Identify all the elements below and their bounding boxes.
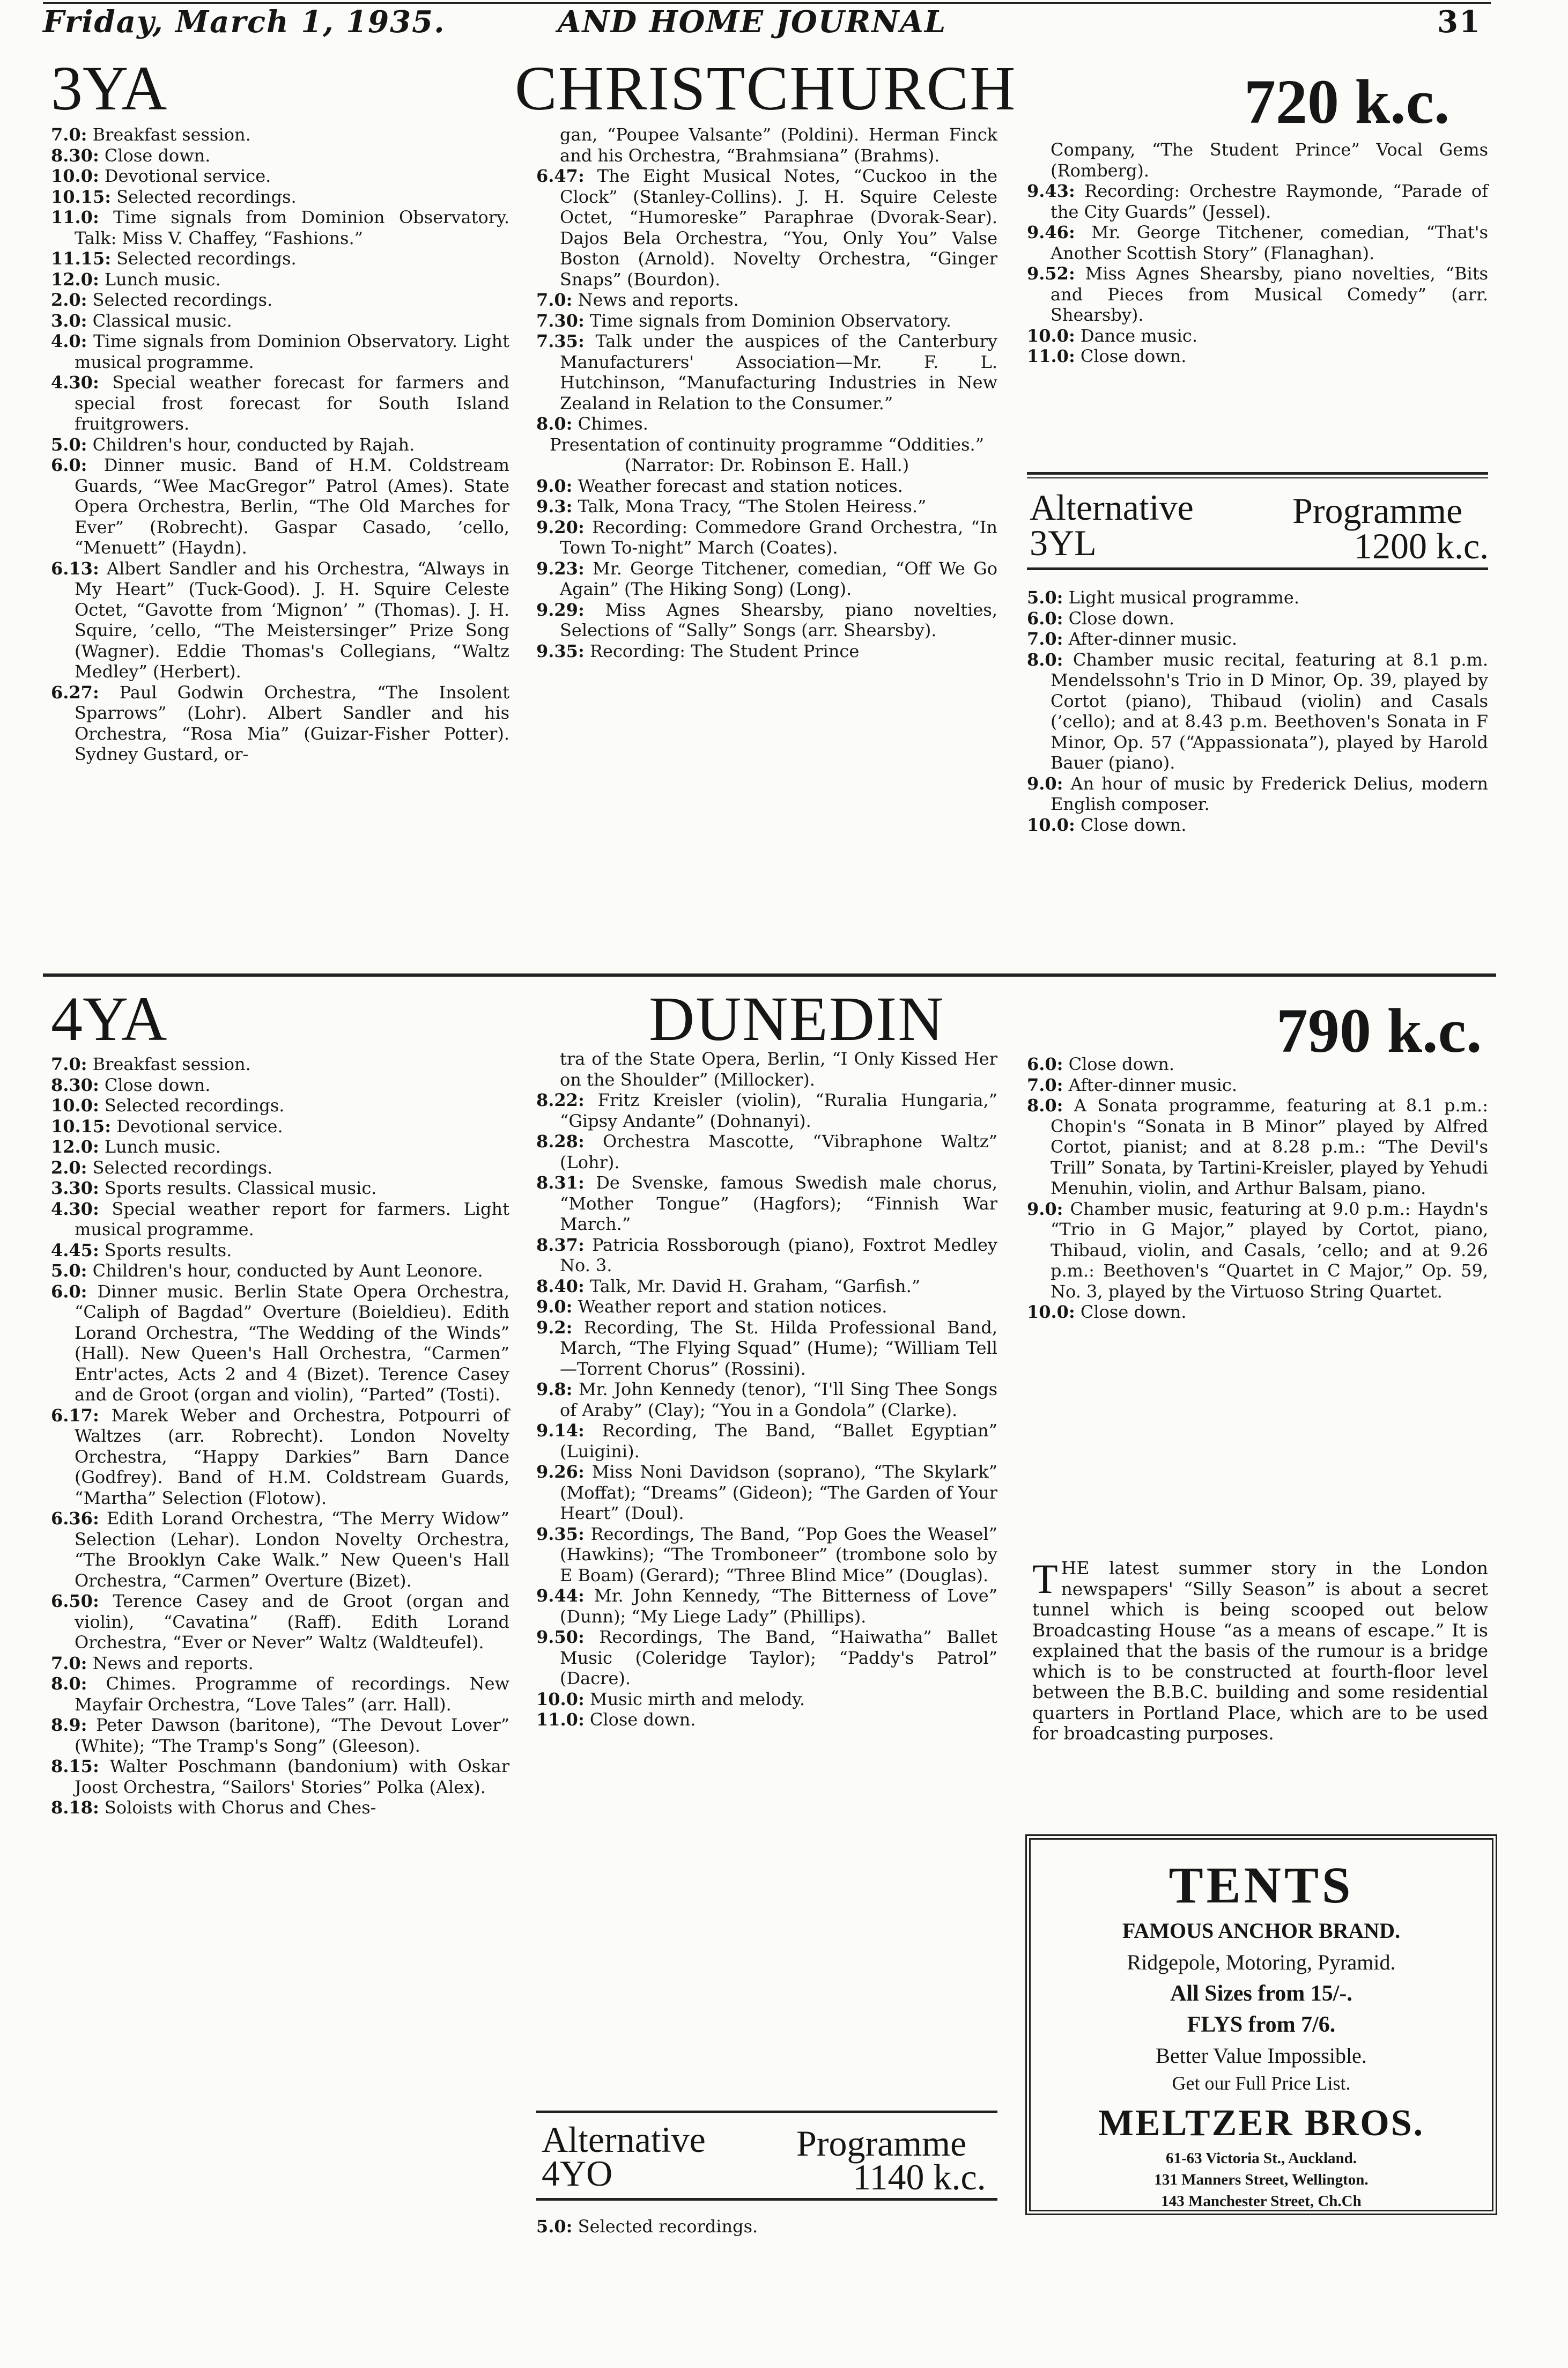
- programme-entry: [536, 1276, 997, 1297]
- ad-company: MELTZER BROS.: [1098, 2103, 1425, 2144]
- programme-entry: [51, 1797, 509, 1818]
- entry-description: Miss Agnes Shearsby, piano novelties, Selections of “Sally” Songs (arr. Shearsby).: [560, 599, 997, 640]
- programme-entry: [1027, 222, 1488, 263]
- programme-entry: [51, 1054, 509, 1075]
- programme-entry: [51, 331, 509, 372]
- programme-entry: [536, 558, 997, 600]
- entry-time: 9.43:: [1027, 181, 1075, 201]
- entry-description: Light musical programme.: [1063, 587, 1299, 608]
- programme-entry: [51, 1178, 509, 1199]
- entry-description: Selected recordings.: [572, 2216, 758, 2237]
- programme-entry: [536, 1172, 997, 1235]
- entry-description: Chamber music, featuring at 9.0 p.m.: Haydn's “Trio in G Major,” played by Cortot, piano, Thibaud, violin, and Casals, ’cello; and at 9.26 p.m.: Beethoven's “Quartet in C Major,” Op. 59, No. 3, played by the Virtuoso String Quartet.: [1051, 1198, 1488, 1302]
- programme-entry: [536, 166, 997, 290]
- entry-description: Close down.: [1075, 1302, 1187, 1322]
- entry-description: Dance music.: [1075, 325, 1197, 346]
- entry-description: Miss Agnes Shearsby, piano novelties, “Bits and Pieces from Musical Comedy” (arr. Shearsby).: [1051, 263, 1488, 325]
- entry-time: 7.30:: [536, 310, 585, 331]
- programme-entry: [1027, 263, 1488, 326]
- alt-rule-bottom: [1027, 567, 1488, 570]
- publication-title: AND HOME JOURNAL: [558, 4, 947, 40]
- entry-description: Mr. John Kennedy, “The Bitterness of Love” (Dunn); “My Liege Lady” (Phillips).: [560, 1585, 997, 1627]
- programme-entry: [536, 1317, 997, 1380]
- programme-entry: [51, 682, 509, 765]
- entry-time: 8.0:: [1027, 1095, 1063, 1116]
- entry-time: 10.15:: [51, 186, 112, 207]
- programme-entry: [51, 1715, 509, 1756]
- entry-time: 5.0:: [51, 1260, 87, 1281]
- section-divider: [43, 973, 1496, 977]
- entry-description: Close down.: [99, 1074, 211, 1095]
- entry-description: News and reports.: [87, 1653, 254, 1673]
- entry-description: Recording, The Band, “Ballet Egyptian” (Luigini).: [560, 1420, 997, 1462]
- christchurch-column-1: [51, 124, 509, 765]
- entry-description: Breakfast session.: [87, 124, 251, 145]
- entry-time: 9.50:: [536, 1627, 585, 1647]
- entry-description: Close down.: [99, 145, 211, 166]
- entry-time: 7.0:: [51, 1054, 87, 1074]
- entry-time: 9.8:: [536, 1379, 573, 1399]
- entry-time: 6.13:: [51, 558, 99, 579]
- entry-time: 4.45:: [51, 1240, 99, 1260]
- entry-time: 9.2:: [536, 1317, 573, 1338]
- alt-station-3yl: 3YL: [1030, 522, 1097, 563]
- alt-programme-3yl: Programme: [1292, 490, 1463, 531]
- city-dunedin: DUNEDIN: [649, 984, 945, 1054]
- entry-description: Fritz Kreisler (violin), “Ruralia Hungaria,” “Gipsy Andante” (Dohnanyi).: [560, 1090, 997, 1131]
- programme-entry: [51, 1653, 509, 1674]
- ad-brand-line: FAMOUS ANCHOR BRAND.: [1122, 1919, 1401, 1943]
- programme-entry: [1027, 587, 1488, 608]
- programme-entry: [536, 1524, 997, 1586]
- entry-description: De Svenske, famous Swedish male chorus, “Mother Tongue” (Hagfors); “Finnish War March.”: [560, 1172, 997, 1234]
- continuation-text: tra of the State Opera, Berlin, “I Only Kissed Her on the Shoulder” (Millocker).: [560, 1049, 997, 1090]
- programme-entry: [51, 455, 509, 558]
- entry-description: Close down.: [1063, 608, 1175, 629]
- entry-time: 8.0:: [536, 414, 573, 434]
- programme-entry: [51, 166, 509, 187]
- page-header: [43, 4, 1539, 42]
- entry-time: 11.0:: [51, 207, 99, 227]
- entry-description: Mr. George Titchener, comedian, “Off We Go Again” (The Hiking Song) (Long).: [560, 558, 997, 599]
- entry-time: 9.0:: [1027, 773, 1063, 794]
- entry-description: Walter Poschmann (bandonium) with Oskar Joost Orchestra, “Sailors' Stories” Polka (Alex).: [75, 1756, 509, 1797]
- programme-entry: [536, 476, 997, 497]
- entry-time: 10.0:: [536, 1688, 585, 1709]
- entry-description: Devotional service.: [111, 1116, 283, 1137]
- entry-description: Recording: Orchestre Raymonde, “Parade of the City Guards” (Jessel).: [1051, 181, 1488, 222]
- entry-time: 8.22:: [536, 1090, 585, 1110]
- entry-time: 3.0:: [51, 310, 87, 331]
- programme-entry: [51, 434, 509, 455]
- entry-description: Chimes.: [572, 414, 648, 434]
- alt-frequency-3yl: 1200 k.c.: [1354, 526, 1489, 566]
- entry-time: 2.0:: [51, 1157, 87, 1178]
- entry-time: 2.0:: [51, 290, 87, 310]
- programme-entry: [1027, 1075, 1488, 1096]
- entry-description: Talk under the auspices of the Canterbury Manufacturers' Association—Mr. F. L. Hutchinson, “Manufacturing Industries in New Zealand in Relation to the Consumer.”: [560, 331, 997, 414]
- programme-entry: [536, 290, 997, 311]
- entry-description: Music mirth and melody.: [584, 1688, 805, 1709]
- entry-time: 4.30:: [51, 1198, 99, 1219]
- dunedin-column-1: [51, 1054, 509, 1818]
- presentation-line: Presentation of continuity programme “Oddities.”: [549, 434, 985, 455]
- entry-time: 4.0:: [51, 331, 87, 351]
- entry-description: Terence Casey and de Groot (organ and violin), “Cavatina” (Raff). Edith Lorand Orchestra, “Ever or Never” Waltz (Waldteufel).: [75, 1591, 509, 1653]
- programme-entry: [51, 1591, 509, 1653]
- entry-time: 4.30:: [51, 372, 99, 393]
- entry-time: 9.26:: [536, 1462, 585, 1482]
- entry-time: 8.37:: [536, 1234, 585, 1255]
- programme-entry: [1027, 346, 1488, 367]
- entry-description: Patricia Rossborough (piano), Foxtrot Medley No. 3.: [560, 1234, 997, 1275]
- entry-description: Sports results. Classical music.: [99, 1178, 377, 1198]
- entry-time: 8.18:: [51, 1797, 99, 1818]
- entry-description: Paul Godwin Orchestra, “The Insolent Sparrows” (Lohr). Albert Sandler and his Orchestra, “Rosa Mia” (Guizar-Fisher Potter). Sydney Gustard, or-: [75, 682, 509, 764]
- entry-time: 8.40:: [536, 1275, 585, 1296]
- entry-description: Selected recordings.: [111, 186, 297, 207]
- frequency-3ya: 720 k.c.: [1244, 67, 1450, 137]
- entry-time: 9.3:: [536, 496, 573, 517]
- programme-entry: [536, 517, 997, 558]
- entry-description: Recording: Commedore Grand Orchestra, “In Town To-night” March (Coates).: [560, 517, 997, 558]
- news-notice: [1032, 1555, 1488, 1744]
- programme-entry: [51, 187, 509, 208]
- entry-description: Dinner music. Berlin State Opera Orchestra, “Caliph of Bagdad” Overture (Boieldieu). Edith Lorand Orchestra, “The Wedding of the Winds” (Hall). New Queen's Hall Orchestra, “Carmen” Entr'actes, Acts 2 and 4 (Bizet). Terence Casey and de Groot (organ and violin), “Parted” (Tosti).: [75, 1281, 509, 1405]
- christchurch-column-2: [536, 124, 997, 661]
- entry-description: Marek Weber and Orchestra, Potpourri of Waltzes (arr. Robrecht). London Novelty Orchestra, “Happy Darkies” Barn Dance (Godfrey). Band of H.M. Coldstream Guards, “Martha” Selection (Flotow).: [75, 1405, 509, 1508]
- entry-time: 9.23:: [536, 558, 585, 579]
- programme-entry: [536, 1090, 997, 1131]
- programme-entry: [536, 414, 997, 434]
- frequency-4ya: 790 k.c.: [1276, 995, 1482, 1066]
- entry-time: 9.0:: [1027, 1198, 1063, 1219]
- programme-entry: [536, 1709, 997, 1730]
- entry-description: Children's hour, conducted by Rajah.: [87, 434, 415, 455]
- programme-entry: [51, 269, 509, 290]
- alt-rule-top: [1027, 472, 1488, 475]
- programme-entry: [51, 145, 509, 166]
- entry-description: Lunch music.: [99, 1137, 221, 1157]
- programme-entry: [51, 1075, 509, 1096]
- entry-time: 12.0:: [51, 269, 99, 290]
- entry-time: 8.0:: [1027, 649, 1063, 670]
- alternative-3yl-list: [1027, 587, 1488, 835]
- entry-time: 6.0:: [51, 1281, 87, 1302]
- programme-entry: [51, 1756, 509, 1797]
- programme-entry: [51, 1673, 509, 1715]
- entry-time: 6.50:: [51, 1591, 99, 1611]
- programme-entry: [536, 641, 997, 662]
- entry-description: Albert Sandler and his Orchestra, “Always in My Heart” (Tuck-Good). J. H. Squire Celeste Octet, “Gavotte from ‘Mignon’ ” (Thomas). J. H. Squire, ’cello, “The Meistersinger” Prize Song (Wagner). Eddie Thomas's Collegians, “Waltz Medley” (Herbert).: [75, 558, 509, 682]
- entry-time: 8.31:: [536, 1172, 585, 1193]
- programme-entry: [51, 372, 509, 434]
- page-number: 31: [1437, 4, 1481, 40]
- entry-time: 3.30:: [51, 1178, 99, 1198]
- entry-time: 7.0:: [536, 290, 573, 310]
- alternative-4yo-list: [536, 2216, 997, 2237]
- entry-time: 8.0:: [51, 1673, 87, 1694]
- programme-entry: [1027, 608, 1488, 629]
- ad-sizes: All Sizes from 15/-.: [1170, 1981, 1352, 2006]
- programme-entry: [536, 1585, 997, 1627]
- entry-time: 6.0:: [51, 455, 87, 475]
- ad-address-1: 61-63 Victoria St., Auckland.: [1165, 2150, 1357, 2167]
- ad-value: Better Value Impossible.: [1156, 2044, 1367, 2068]
- entry-time: 8.28:: [536, 1131, 585, 1152]
- entry-description: Close down.: [584, 1709, 696, 1730]
- alt-rule-top-thin: [1027, 477, 1488, 478]
- entry-description: Mr. John Kennedy (tenor), “I'll Sing Thee Songs of Araby” (Clay); “You in a Gondola” (Clarke).: [560, 1379, 997, 1420]
- alt-label-3yl: Alternative: [1030, 487, 1194, 528]
- alt-rule-bottom-4yo: [536, 2198, 997, 2201]
- entry-time: 10.0:: [1027, 1302, 1075, 1322]
- entry-time: 10.0:: [51, 1095, 99, 1116]
- entry-time: 6.27:: [51, 682, 99, 703]
- entry-time: 9.29:: [536, 599, 585, 620]
- programme-entry: [536, 1627, 997, 1689]
- programme-entry: [51, 1508, 509, 1591]
- issue-date: Friday, March 1, 1935.: [43, 4, 446, 40]
- entry-description: Selected recordings.: [111, 248, 297, 269]
- programme-entry: [51, 124, 509, 145]
- entry-time: 7.0:: [1027, 1074, 1063, 1095]
- tents-advertisement: [1025, 1834, 1497, 2215]
- programme-entry: [1027, 1095, 1488, 1199]
- entry-description: Weather forecast and station notices.: [572, 475, 903, 496]
- entry-description: Recording, The St. Hilda Professional Band, March, “The Flying Squad” (Hume); “William Tell—Torrent Chorus” (Rossini).: [560, 1317, 997, 1379]
- alt-station-4yo: 4YO: [542, 2153, 613, 2194]
- alt-frequency-4yo: 1140 k.c.: [853, 2157, 986, 2197]
- alt-programme-4yo: Programme: [796, 2123, 967, 2164]
- programme-entry: [51, 207, 509, 248]
- entry-time: 11.0:: [1027, 346, 1075, 366]
- entry-time: 5.0:: [1027, 587, 1063, 608]
- ad-address-2: 131 Manners Street, Wellington.: [1154, 2171, 1369, 2188]
- entry-description: Dinner music. Band of H.M. Coldstream Guards, “Wee MacGregor” Patrol (Ames). State Opera Orchestra, Berlin, “The Old Marches for Ever” (Robrecht). Gaspar Casado, ’cello, “Menuett” (Haydn).: [75, 455, 509, 558]
- entry-description: Selected recordings.: [87, 290, 273, 310]
- entry-description: News and reports.: [572, 290, 739, 310]
- entry-time: 12.0:: [51, 1137, 99, 1157]
- entry-description: After-dinner music.: [1063, 629, 1237, 649]
- entry-description: Chimes. Programme of recordings. New Mayfair Orchestra, “Love Tales” (arr. Hall).: [75, 1673, 509, 1715]
- christchurch-list-2a: [536, 166, 997, 434]
- programme-entry: [1027, 326, 1488, 346]
- entry-time: 7.0:: [51, 1653, 87, 1673]
- christchurch-list-2b: [536, 476, 997, 662]
- entry-description: Talk, Mr. David H. Graham, “Garfish.”: [584, 1275, 921, 1296]
- entry-time: 9.46:: [1027, 222, 1075, 242]
- programme-entry: [51, 1405, 509, 1509]
- entry-time: 8.15:: [51, 1756, 99, 1776]
- programme-entry: [1027, 1054, 1488, 1075]
- programme-entry: [51, 290, 509, 311]
- header-rule: [43, 2, 1491, 4]
- entry-time: 8.30:: [51, 145, 99, 166]
- entry-description: Orchestra Mascotte, “Vibraphone Waltz” (Lohr).: [560, 1131, 997, 1172]
- ad-price-list: Get our Full Price List.: [1172, 2072, 1351, 2094]
- christchurch-column-3: [1027, 139, 1488, 367]
- programme-entry: [51, 1199, 509, 1240]
- programme-entry: [51, 248, 509, 269]
- entry-description: Time signals from Dominion Observatory. Light musical programme.: [75, 331, 509, 372]
- programme-entry: [536, 1462, 997, 1524]
- entry-time: 7.35:: [536, 331, 585, 351]
- programme-entry: [1027, 815, 1488, 836]
- programme-entry: [536, 1296, 997, 1317]
- entry-time: 9.44:: [536, 1585, 585, 1606]
- programme-entry: [1027, 650, 1488, 773]
- programme-entry: [536, 600, 997, 641]
- programme-entry: [536, 1379, 997, 1420]
- programme-entry: [1027, 773, 1488, 815]
- entry-description: Selected recordings.: [99, 1095, 285, 1116]
- entry-time: 8.30:: [51, 1074, 99, 1095]
- programme-entry: [536, 1131, 997, 1172]
- entry-time: 6.17:: [51, 1405, 99, 1426]
- city-christchurch: CHRISTCHURCH: [515, 53, 1017, 123]
- programme-entry: [51, 1240, 509, 1261]
- ad-flys: FLYS from 7/6.: [1187, 2012, 1336, 2037]
- entry-description: After-dinner music.: [1063, 1074, 1237, 1095]
- entry-description: Edith Lorand Orchestra, “The Merry Widow” Selection (Lehar). London Novelty Orchestra, “The Brooklyn Cake Walk.” New Queen's Hall Orchestra, “Carmen” Overture (Bizet).: [75, 1508, 509, 1591]
- drop-cap: T: [1032, 1555, 1058, 1602]
- station-4ya: 4YA: [51, 984, 167, 1054]
- programme-entry: [51, 1095, 509, 1116]
- entry-time: 5.0:: [536, 2216, 573, 2237]
- entry-time: 6.36:: [51, 1508, 99, 1529]
- entry-description: A Sonata programme, featuring at 8.1 p.m.: Chopin's “Sonata in B Minor” played by Alfred Cortot, pianist; and at 8.28 p.m.: “The Devil's Trill” Sonata, by Tartini-Kreisler, played by Yehudi Menuhin, violin, and Arthur Balsam, piano.: [1051, 1095, 1488, 1198]
- entry-description: Time signals from Dominion Observatory. Talk: Miss V. Chaffey, “Fashions.”: [75, 207, 509, 248]
- entry-time: 7.0:: [1027, 629, 1063, 649]
- programme-entry: [51, 1260, 509, 1281]
- entry-time: 9.0:: [536, 1296, 573, 1317]
- entry-time: 7.0:: [51, 124, 87, 145]
- dunedin-column-2: [536, 1049, 997, 1730]
- entry-description: Peter Dawson (baritone), “The Devout Lover” (White); “The Tramp's Song” (Gleeson).: [75, 1715, 509, 1756]
- entry-description: Talk, Mona Tracy, “The Stolen Heiress.”: [572, 496, 927, 517]
- entry-description: Close down.: [1063, 1054, 1175, 1074]
- programme-entry: [536, 1689, 997, 1710]
- entry-description: Breakfast session.: [87, 1054, 251, 1074]
- ad-headline: TENTS: [1168, 1856, 1354, 1914]
- entry-time: 9.20:: [536, 517, 585, 537]
- entry-description: Children's hour, conducted by Aunt Leonore.: [87, 1260, 483, 1281]
- programme-entry: [51, 1157, 509, 1178]
- entry-description: Chamber music recital, featuring at 8.1 p.m. Mendelssohn's Trio in D Minor, Op. 39, played by Cortot (piano), Thibaud (violin) and Casals (’cello); and at 8.43 p.m. Beethoven's Sonata in F Minor, Op. 57 (“Appassionata”), played by Harold Bauer (piano).: [1051, 649, 1488, 773]
- entry-description: Weather report and station notices.: [572, 1296, 887, 1317]
- entry-description: Special weather forecast for farmers and special frost forecast for South Island fruitgrowers.: [75, 372, 509, 434]
- entry-time: 6.47:: [536, 166, 585, 186]
- entry-description: Soloists with Chorus and Ches-: [99, 1797, 376, 1818]
- station-3ya: 3YA: [51, 53, 167, 123]
- programme-entry: [51, 1116, 509, 1137]
- entry-description: Close down.: [1075, 346, 1187, 366]
- entry-description: Special weather report for farmers. Light musical programme.: [75, 1198, 509, 1240]
- entry-description: Recordings, The Band, “Haiwatha” Ballet Music (Coleridge Taylor); “Paddy's Patrol” (Dacre).: [560, 1627, 997, 1688]
- entry-description: Close down.: [1075, 814, 1187, 835]
- programme-entry: [536, 496, 997, 517]
- entry-description: Devotional service.: [99, 166, 271, 186]
- entry-time: 9.35:: [536, 1523, 585, 1544]
- programme-entry: [51, 311, 509, 331]
- notice-text: HE latest summer story in the London newspapers' “Silly Season” is about a secret tunnel which is being scooped out below Broadcasting House “as a means of escape.” It is explained that the basis of the rumour is a bridge which is to be constructed at fourth-floor level between the B.B.C. building and some residential quarters in Portland Place, which are to be used for broadcasting purposes.: [1032, 1558, 1488, 1744]
- entry-description: Mr. George Titchener, comedian, “That's Another Scottish Story” (Flanaghan).: [1051, 222, 1488, 263]
- alt-rule-top-4yo: [536, 2111, 997, 2113]
- entry-time: 9.0:: [536, 475, 573, 496]
- entry-time: 9.14:: [536, 1420, 585, 1441]
- continuation-text: Company, “The Student Prince” Vocal Gems (Romberg).: [1051, 139, 1488, 181]
- entry-time: 11.15:: [51, 248, 112, 269]
- programme-entry: [536, 1420, 997, 1462]
- entry-time: 9.52:: [1027, 263, 1075, 284]
- programme-entry: [51, 1137, 509, 1157]
- programme-entry: [1027, 629, 1488, 650]
- programme-entry: [51, 558, 509, 682]
- programme-entry: [1027, 1302, 1488, 1323]
- entry-description: The Eight Musical Notes, “Cuckoo in the Clock” (Stanley-Collins). J. H. Squire Celeste Octet, “Humoreske” Paraphrae (Dvorak-Sear). Dajos Bela Orchestra, “You, Only You” Valse Boston (Arnold). Novelty Orchestra, “Ginger Snaps” (Bourdon).: [560, 166, 997, 290]
- entry-time: 10.15:: [51, 1116, 112, 1137]
- alt-label-4yo: Alternative: [542, 2119, 706, 2160]
- entry-time: 9.35:: [536, 640, 585, 661]
- programme-entry: [51, 1281, 509, 1405]
- dunedin-list-2: [536, 1090, 997, 1730]
- ad-address-3: 143 Manchester Street, Ch.Ch: [1161, 2193, 1362, 2210]
- entry-description: Lunch music.: [99, 269, 221, 290]
- entry-description: Miss Noni Davidson (soprano), “The Skylark” (Moffat); “Dreams” (Gideon); “The Garden of Your Heart” (Doul).: [560, 1462, 997, 1523]
- entry-time: 8.9:: [51, 1715, 87, 1735]
- programme-entry: [536, 2216, 997, 2237]
- entry-time: 6.0:: [1027, 1054, 1063, 1074]
- ad-types: Ridgepole, Motoring, Pyramid.: [1127, 1950, 1396, 1974]
- narrator-line: (Narrator: Dr. Robinson E. Hall.): [624, 455, 909, 475]
- entry-description: An hour of music by Frederick Delius, modern English composer.: [1051, 773, 1488, 814]
- entry-description: Sports results.: [99, 1240, 232, 1260]
- programme-entry: [536, 1235, 997, 1276]
- programme-entry: [536, 311, 997, 331]
- entry-description: Recordings, The Band, “Pop Goes the Weasel” (Hawkins); “The Tromboneer” (trombone solo by E Boam) (Gerard); “Three Blind Mice” (Douglas).: [560, 1523, 997, 1585]
- entry-time: 6.0:: [1027, 608, 1063, 629]
- entry-time: 5.0:: [51, 434, 87, 455]
- entry-time: 11.0:: [536, 1709, 585, 1730]
- entry-description: Time signals from Dominion Observatory.: [584, 310, 951, 331]
- continuation-text: gan, “Poupee Valsante” (Poldini). Herman Finck and his Orchestra, “Brahmsiana” (Brahms).: [560, 124, 997, 166]
- programme-entry: [536, 331, 997, 414]
- entry-time: 10.0:: [51, 166, 99, 186]
- christchurch-list-3: [1027, 181, 1488, 367]
- programme-entry: [1027, 181, 1488, 222]
- entry-description: Recording: The Student Prince: [584, 640, 860, 661]
- entry-description: Classical music.: [87, 310, 232, 331]
- entry-time: 10.0:: [1027, 814, 1075, 835]
- entry-description: Selected recordings.: [87, 1157, 273, 1178]
- dunedin-column-3: [1027, 1054, 1488, 1323]
- entry-time: 10.0:: [1027, 325, 1075, 346]
- programme-entry: [1027, 1199, 1488, 1302]
